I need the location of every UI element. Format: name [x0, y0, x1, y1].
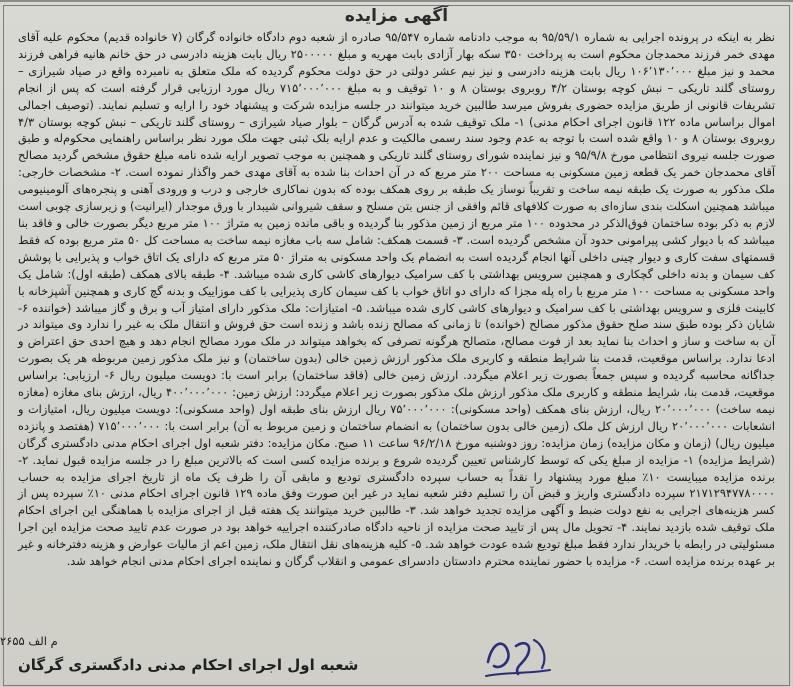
- issuing-office: شعبه اول اجرای احکام مدنی دادگستری گرگان: [18, 656, 359, 674]
- handwritten-signature: [480, 622, 560, 682]
- notice-body: نظر به اینکه در پرونده اجرایی به شماره ۹۵/۵۹/۱ به موجب دادنامه شماره ۹۵/۵۴۷ صادره از شعبه دوم دادگاه خانواده گرگان (۷ خانواده قدیم) محکوم علیه آقای مهدی خمر فرزند محمدجان محکوم است به پرداخت ۳۵۰ سکه بهار آزادی بابت مهریه و مبلغ ۲۵۰۰۰۰۰ ریال بابت هزینه دادرسی در حق خانم هانیه فراهی فرزند محمد و نیز مبلغ ۱۰۶٬۱۳۰٬۰۰۰ ریال بابت هزینه دادرسی و نیز نیم عشر دولتی در حق دولت محکوم گردیده که ملک متعلق به نامبرده واقع در صیاد شیرازی – روستای گلند تاریکی – نبش کوچه بوستان ۴/۲ روبروی بوستان ۸ و ۱۰ توقیف و به مبلغ ۷۱۵٬۰۰۰٬۰۰۰ ریال مورد ارزیابی قرار گرفته است که پس از انجام تشریفات قانونی از طریق مزایده حضوری بفروش میرسد طالبین خرید میتوانند در جلسه مزایده شرکت و پیشنهاد خود را ارایه و تسلیم نمایند. (توصیف اجمالی اموال براساس ماده ۱۲۲ قانون اجرای احکام مدنی) ۱- ملک توقیف شده به آدرس گرگان – بلوار صیاد شیرازی – روستای گلند تاریکی – نبش کوچه بوستان ۴/۳ روبروی بوستان ۸ و ۱۰ واقع شده است با توجه به عدم وجود سند رسمی مالکیت و عدم ارایه بلک ثبتی جهت ملک مورد نظر براساس راهنمایی محکوم‌له و طبق صورت جلسه نیروی انتظامی مورخ ۹۵/۹/۸ و نیز نماینده شورای روستای گلند تاریکی و همچنین به موجب تصویر ارایه شده نامه مبلغ حقوق مشخص گردید مصالح آقای محمدجان خمر یک قطعه زمین مسکونی به مساحت ۲۰۰ متر مربع که در آن احداث بنا شده به آقای مهدی خمر واگذار نموده است. ۲- مشخصات خارجی: ملک مذکور به صورت یک طبقه نیمه ساخت و تقریباً نوساز یک طبقه بر روی همکف بوده که بدون نماکاری خارجی و درب و ورودی آهنی و پنجره‌های آلومینیومی میباشد همچنین اسکلت بندی سازه‌ای به صورت کلافهای قائم وافقی از جنس بتن مسلح و سقف شیروانی شیبدار با ورق موجدار (ایرانیت) و زیرسازی چوبی است لازم به ذکر بوده ساختمان فوق‌الذکر در محدوده ۱۰۰ متر مربع از زمین مذکور بنا گردیده و باقی مانده زمین به متراژ ۱۰۰ متر مربع دیگر بصورت خالی و فاقد بنا میباشد که با دیوار کشی پیرامونی حدود آن مشخص گردیده است. ۳- قسمت همکف: شامل سه باب مغازه نیمه ساخت به مساحت کل ۵۰ متر مربع بوده که فقط قسمتهای سفت کاری و دیوار چینی داخلی آنها انجام گردیده است به انضمام یک واحد مسکونی به متراژ ۵۰ متر مربع که دارای یک اتاق خواب و پذیرایی با پوشش کف سیمان و بدنه داخلی گچکاری و همچنین سرویس بهداشتی با کف سرامیک دیوارهای کاشی کاری شده میباشد. ۴- طبقه بالای همکف (طبقه اول): شامل یک واحد مسکونی به مساحت ۱۰۰ متر مربع با راه پله مجزا که دارای دو اتاق خواب با کف سیمان کاری پذیرایی با کف موزاییک و بدنه گچ کاری و همچنین آشپزخانه با کابینت فلزی و سرویس بهداشتی با کف سرامیک و دیوارهای کاشی کاری شده میباشد. ۵- امتیازات: ملک مذکور دارای امتیاز آب و برق و گاز میباشد (خواننده ۶- شایان ذکر بوده طبق سند صلح حقوق مذکور مصالح (خوانده) تا زمانی که مصالح زنده باشد و زنده است حق فروش و انتقال ملک به غیر را ندارد وی میتواند در آن به ساخت و ساز و احداث بنا نماید بعد از فوت مصالح، متصالح هرگونه تصرفی که بخواهد میتواند در ملک مورد مصالح انجام دهد و هیچ احدی حق اعتراض و ادعا ندارد. براساس موقعیت، قدمت بنا شرایط منطقه و کاربری ملک مذکور ارزش زمین خالی (بدون ساختمان) و نیز ملک مذکور زمین مربوطه هر یک بصورت جداگانه محاسبه گردیده و سپس جمعاً بصورت زیر اعلام میگردد. ارزش زمین خالی (فاقد ساختمان) برابر است با: دویست میلیون ریال ۶- ارزیابی: براساس موقعیت، قدمت بنا، شرایط منطقه و کاربری ملک مذکور ارزش ملک مذکور بصورت زیر اعلام میگردد: ارزش زمین: ۴۰۰٬۰۰۰٬۰۰۰ ریال، ارزش بنای مغازه (مغازه نیمه ساخت) ۲۰٬۰۰۰٬۰۰۰ ریال، ارزش بنای همکف (واحد مسکونی): ۷۵٬۰۰۰٬۰۰۰ ریال ارزش بنای طبقه اول (واحد مسکونی): دویست میلیون ریال، امتیازات و انشعابات ۲۰٬۰۰۰٬۰۰۰ ریال ارزش کل ملک (زمین خالی بدون ساختمان) به انضمام ساختمان و زمین مربوط به آن) برابر است با: ۷۱۵٬۰۰۰٬۰۰۰ (هفتصد و پانزده میلیون ریال) (زمان و مکان مزایده) زمان مزایده: روز دوشنبه مورخ ۹۶/۲/۱۸ ساعت ۱۱ صبح. مکان مزایده: دفتر شعبه اول اجرای احکام مدنی دادگستری گرگان (شرایط مزایده) ۱- مزایده از مبلغ یکی که توسط کارشناس تعیین گردیده شروع و برنده مزایده کسی است که بالاترین مبلغ را در جلسه مزایده قبول نماید. ۲- برنده مزایده میبایست ۱۰٪ مبلغ مورد پیشنهاد را نقداً به حساب سپرده دادگستری تودیع و مابقی آن را ظرف یک ماه از تاریخ اجرای مزایده به حساب ۲۱۷۱۲۹۴۷۷۸۰۰۰۰ سپرده دادگستری واریز و قبض آن را تسلیم دفتر شعبه نماید در غیر این صورت وفق ماده ۱۲۹ قانون اجرای احکام مدنی ۱۰٪ سپرده پس از کسر هزینه‌های اجرایی به نفع دولت ضبط و آگهی مزایده تجدید خواهد شد. ۳- طالبین خرید میتوانند یک هفته قبل از اجرای مزایده با هماهنگی این اجرای احکام ملک توقیف شده بازدید نمایند. ۴- تحویل مال پس از تایید صحت مزایده از ناحیه دادگاه صادرکننده اجراییه خواهد بود در صورت عدم تایید صحت مزایده این اجرا مسئولیتی در رابطه با خریدار ندارد فقط مبلغ تودیع شده عودت خواهد شد. ۵- کلیه هزینه‌های نقل انتقال ملک، زمین اعم از مالیات عوارض و هزینه دفترخانه و غیر بر عهده برنده مزایده است. ۶- مزایده با حضور نماینده محترم دادستان دادسرای عمومی و انقلاب گرگان و نماینده اجرای احکام مدنی انجام خواهد شد.: [18, 30, 776, 569]
- reference-number: م الف ۲۶۵۵: [0, 634, 58, 648]
- notice-title: آگهی مزایده: [344, 6, 449, 26]
